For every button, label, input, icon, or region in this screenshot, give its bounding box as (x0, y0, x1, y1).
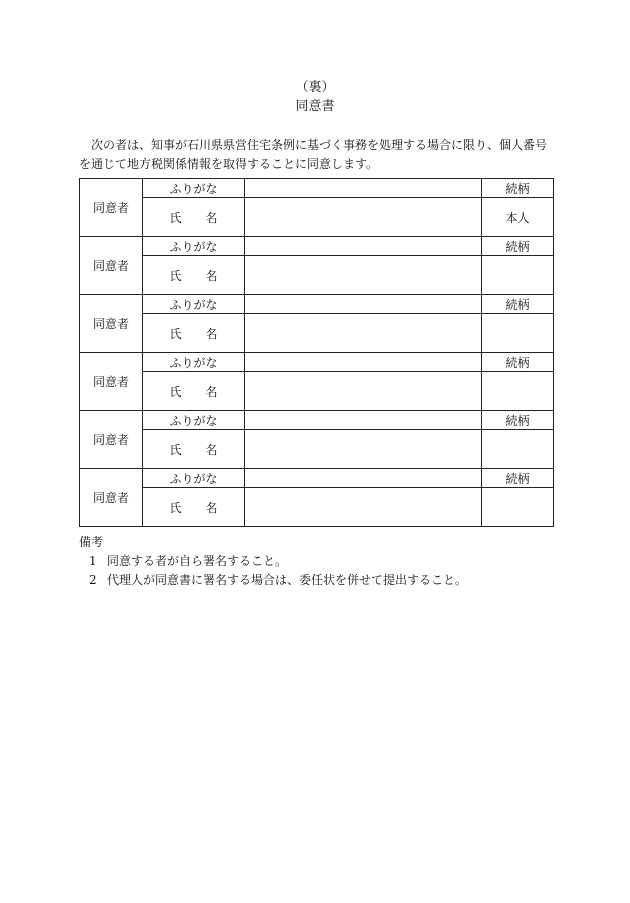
relationship-label: 続柄 (482, 411, 554, 430)
name-label-cell (143, 372, 245, 411)
relationship-field[interactable] (482, 488, 554, 527)
name-label-given: 名 (205, 268, 218, 283)
consenter-furigana-row (80, 295, 554, 314)
relationship-field[interactable] (482, 372, 554, 411)
consent-table (79, 178, 554, 527)
note-item (79, 571, 467, 590)
note-item (79, 552, 467, 571)
furigana-label: ふりがな (143, 179, 245, 198)
name-label-cell (143, 430, 245, 469)
relationship-field[interactable] (482, 430, 554, 469)
relationship-label: 続柄 (482, 353, 554, 372)
name-label-surname: 氏 (169, 268, 182, 283)
relationship-field[interactable]: 本人 (482, 198, 554, 237)
name-label-given: 名 (205, 384, 218, 399)
note-text: 同意する者が自ら署名すること。 (107, 554, 288, 568)
name-label-surname: 氏 (169, 442, 182, 457)
name-label-given: 名 (205, 442, 218, 457)
name-label-surname: 氏 (169, 384, 182, 399)
consenter-label: 同意者 (80, 353, 143, 411)
consenter-name-row (80, 488, 554, 527)
consenter-label: 同意者 (80, 469, 143, 527)
furigana-field[interactable] (245, 469, 482, 488)
name-field[interactable] (245, 372, 482, 411)
furigana-field[interactable] (245, 411, 482, 430)
consenter-furigana-row (80, 411, 554, 430)
furigana-field[interactable] (245, 295, 482, 314)
name-field[interactable] (245, 256, 482, 295)
consenter-furigana-row (80, 353, 554, 372)
note-number: 1 (89, 554, 97, 568)
name-label-surname: 氏 (169, 210, 182, 225)
name-label-surname: 氏 (169, 326, 182, 341)
name-field[interactable] (245, 488, 482, 527)
furigana-label: ふりがな (143, 469, 245, 488)
name-label-given: 名 (205, 326, 218, 341)
furigana-label: ふりがな (143, 411, 245, 430)
name-field[interactable] (245, 314, 482, 353)
page-side-label: （裏） (295, 80, 335, 95)
name-label-given: 名 (205, 500, 218, 515)
name-label-cell (143, 488, 245, 527)
intro-paragraph: 次の者は、知事が石川県県営住宅条例に基づく事務を処理する場合に限り、個人番号を通じて地方税関係情報を取得することに同意します。 (79, 138, 548, 171)
furigana-field[interactable] (245, 353, 482, 372)
consenter-label: 同意者 (80, 411, 143, 469)
name-field[interactable] (245, 198, 482, 237)
consenter-name-row (80, 198, 554, 237)
document-title: 同意書 (295, 99, 335, 114)
furigana-label: ふりがな (143, 237, 245, 256)
relationship-field[interactable] (482, 256, 554, 295)
consenter-name-row (80, 430, 554, 469)
furigana-field[interactable] (245, 237, 482, 256)
relationship-label: 続柄 (482, 237, 554, 256)
name-label-cell (143, 256, 245, 295)
name-label-cell (143, 314, 245, 353)
name-label-given: 名 (205, 210, 218, 225)
relationship-label: 続柄 (482, 469, 554, 488)
consenter-furigana-row (80, 469, 554, 488)
consenter-furigana-row (80, 179, 554, 198)
consenter-label: 同意者 (80, 237, 143, 295)
notes-section (79, 533, 467, 590)
consenter-name-row (80, 314, 554, 353)
relationship-label: 続柄 (482, 295, 554, 314)
consenter-furigana-row (80, 237, 554, 256)
consenter-name-row (80, 372, 554, 411)
notes-heading: 備考 (79, 535, 104, 549)
name-label-cell (143, 198, 245, 237)
name-field[interactable] (245, 430, 482, 469)
furigana-field[interactable] (245, 179, 482, 198)
furigana-label: ふりがな (143, 353, 245, 372)
furigana-label: ふりがな (143, 295, 245, 314)
name-label-surname: 氏 (169, 500, 182, 515)
relationship-label: 続柄 (482, 179, 554, 198)
consenter-label: 同意者 (80, 179, 143, 237)
consenter-label: 同意者 (80, 295, 143, 353)
relationship-field[interactable] (482, 314, 554, 353)
note-number: 2 (89, 573, 97, 587)
consenter-name-row (80, 256, 554, 295)
note-text: 代理人が同意書に署名する場合は、委任状を併せて提出すること。 (107, 573, 468, 587)
